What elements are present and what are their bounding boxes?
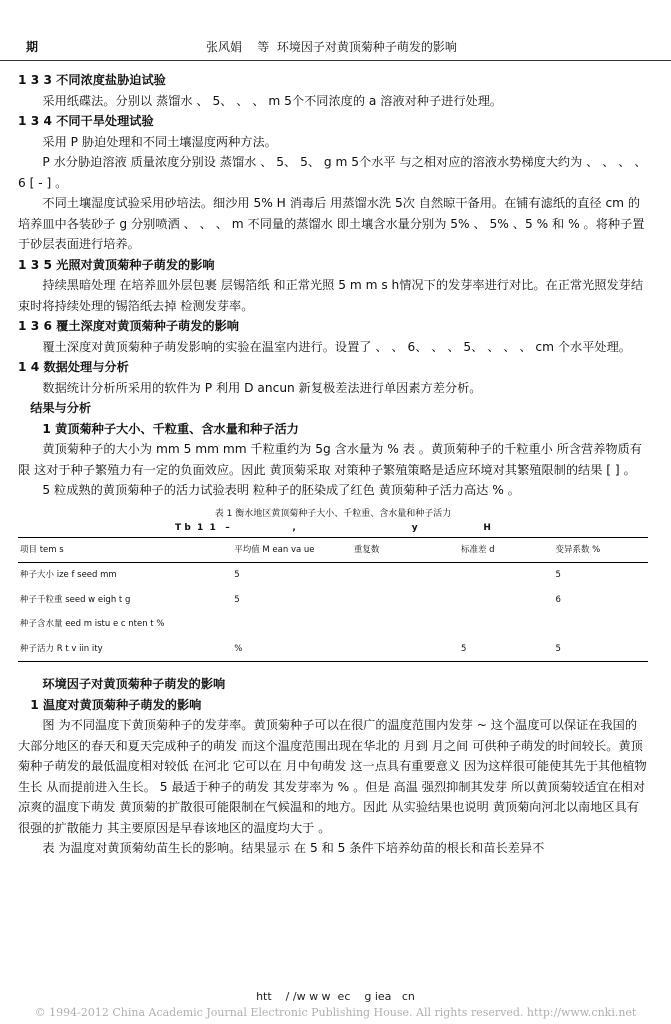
table-caption: 表 1 衡水地区黄顶菊种子大小、千粒重、含水量和种子活力	[214, 508, 452, 519]
table-header-row	[18, 537, 648, 563]
footer-url: htt / /w w w ec g iea cn	[256, 990, 415, 1003]
table-cell	[459, 612, 554, 637]
table-cell: 种子大小 ize f seed mm	[20, 570, 117, 580]
table-cell: 5	[460, 643, 467, 654]
table-cell	[352, 612, 459, 637]
table-cell	[352, 637, 459, 662]
table-row	[18, 612, 648, 637]
paragraph: P 水分胁迫溶液 质量浓度分别设 蒸馏水 、 5、 5、 g m 5个水平 与之相对应的溶液水势梯度大约为 、 、 、 、 6 [ - ] 。	[18, 155, 647, 190]
paragraph: 持续黑暗处理 在培养皿外层包裹 层锡箔纸 和正常光照 5 m m s h情况下的发芽率进行对比。在正常光照发芽结束时将持续处理的锡箔纸去掉 检测发芽率。	[18, 278, 644, 313]
col-mean: 平均值 M ean va ue	[234, 544, 315, 555]
table-row	[18, 588, 648, 613]
table-cell	[459, 588, 554, 613]
table-cell: 6	[555, 594, 561, 605]
paragraph: 表 为温度对黄顶菊幼苗生长的影响。结果显示 在 5 和 5 条件下培养幼苗的根长和苗长差异不	[42, 841, 545, 855]
table-cell	[459, 563, 554, 588]
table-cell: %	[234, 643, 243, 654]
table-caption-en: T b 1 1 – , y H	[175, 522, 491, 533]
paragraph: 图 为不同温度下黄顶菊种子的发芽率。黄顶菊种子可以在很广的温度范围内发芽 ~ 这个温度可以保证在我国的大部分地区的春天和夏天完成种子的萌发 而这个温度范围出现在华北的 月到 月之间 可供种子萌发的时间较长。黄顶菊种子萌发的最低温度相对较低 在河北 它可以在 月中旬萌发 这一点具有重要意义 因为这样很可能使其先于其他植物生长 从而提前进入生长。 5 最适于种子的萌发 其发芽率为 % 。但是 高温 强烈抑制其发芽 所以黄顶菊较适宜在相对凉爽的温度下萌发 黄顶菊的扩散很可能限制在气候温和的地方。因此 从实验结果也说明 黄顶菊向河北以南地区具有很强的扩散能力 其主要原因是早春该地区的温度均大于 。	[18, 718, 647, 835]
section-heading: 1 3 4 不同干旱处理试验	[18, 114, 154, 128]
table-cell: 种子活力 R t v iin ity	[20, 643, 103, 654]
section-heading: 1 3 6 覆土深度对黄顶菊种子萌发的影响	[18, 319, 239, 333]
article-body	[18, 70, 648, 859]
col-sd: 标准差 d	[460, 544, 495, 555]
section-heading: 1 3 3 不同浓度盐胁迫试验	[18, 73, 166, 87]
table-cell: 5	[234, 570, 240, 580]
paragraph: 采用纸碟法。分别以 蒸馏水 、 5、 、 、 m 5个不同浓度的 a 溶液对种子进行处理。	[42, 93, 503, 108]
table-cell: 5	[555, 570, 561, 580]
section-heading: 1 温度对黄顶菊种子萌发的影响	[30, 697, 202, 712]
table-row	[18, 563, 648, 588]
col-item: 项目 tem s	[20, 544, 64, 555]
page-header	[0, 0, 671, 61]
paragraph: 不同土壤湿度试验采用砂培法。细沙用 5% H 消毒后 用蒸馏水洗 5次 自然晾干备用。在铺有滤纸的直径 cm 的培养皿中各装砂子 g 分别喷洒 、 、 、 m 不同量的蒸馏水 即土壤含水量分别为 5% 、 5% 、5 % 和 % 。将种子置于砂层表面进行培养。	[18, 196, 645, 251]
section-heading: 1 黄顶菊种子大小、千粒重、含水量和种子活力	[42, 421, 299, 436]
table-cell: 种子千粒重 seed w eigh t g	[20, 594, 131, 605]
header-issue: 期	[26, 40, 39, 54]
section-heading: 环境因子对黄顶菊种子萌发的影响	[42, 677, 226, 691]
col-cv: 变异系数 %	[555, 544, 601, 555]
table-cell: 5	[555, 643, 561, 654]
col-reps: 重复数	[353, 544, 380, 555]
paragraph: 采用 P 胁迫处理和不同土壤湿度两种方法。	[42, 134, 277, 149]
section-heading: 1 3 5 光照对黄顶菊种子萌发的影响	[18, 257, 215, 272]
copyright-notice: © 1994-2012 China Academic Journal Electronic Publishing House. All rights reserved. http://www.cnki.net	[34, 1006, 637, 1019]
table-1	[18, 507, 648, 663]
table-cell: 种子含水量 eed m istu e c nten t %	[20, 619, 165, 629]
data-table	[18, 537, 648, 663]
table-cell: 5	[234, 594, 240, 605]
header-running-title: 张风娟 等 环境因子对黄顶菊种子萌发的影响	[206, 40, 457, 54]
paragraph: 黄顶菊种子的大小为 mm 5 mm mm 千粒重约为 5g 含水量为 % 表 。黄顶菊种子的千粒重小 所含营养物质有限 这对于种子繁殖力有一定的负面效应。因此 黄顶菊采取 对策种子繁殖策略是适应环境对其繁殖限制的结果 [ ] 。	[18, 442, 642, 477]
paragraph: 5 粒成熟的黄顶菊种子的活力试验表明 粒种子的胚染成了红色 黄顶菊种子活力高达 % 。	[42, 483, 520, 497]
table-cell	[232, 612, 352, 637]
paragraph: 覆土深度对黄顶菊种子萌发影响的实验在温室内进行。设置了 、 、 6、 、 、 5、 、 、 、 cm 个水平处理。	[42, 339, 631, 354]
paragraph: 数据统计分析所采用的软件为 P 利用 D ancun 新复极差法进行单因素方差分析。	[42, 380, 482, 395]
table-row	[18, 637, 648, 662]
sections-after-table	[18, 674, 648, 859]
table-cell	[352, 588, 459, 613]
table-cell	[553, 612, 648, 637]
sections-before-table	[18, 70, 648, 501]
table-cell	[352, 563, 459, 588]
section-heading: 结果与分析	[30, 401, 92, 415]
section-heading: 1 4 数据处理与分析	[18, 360, 129, 374]
